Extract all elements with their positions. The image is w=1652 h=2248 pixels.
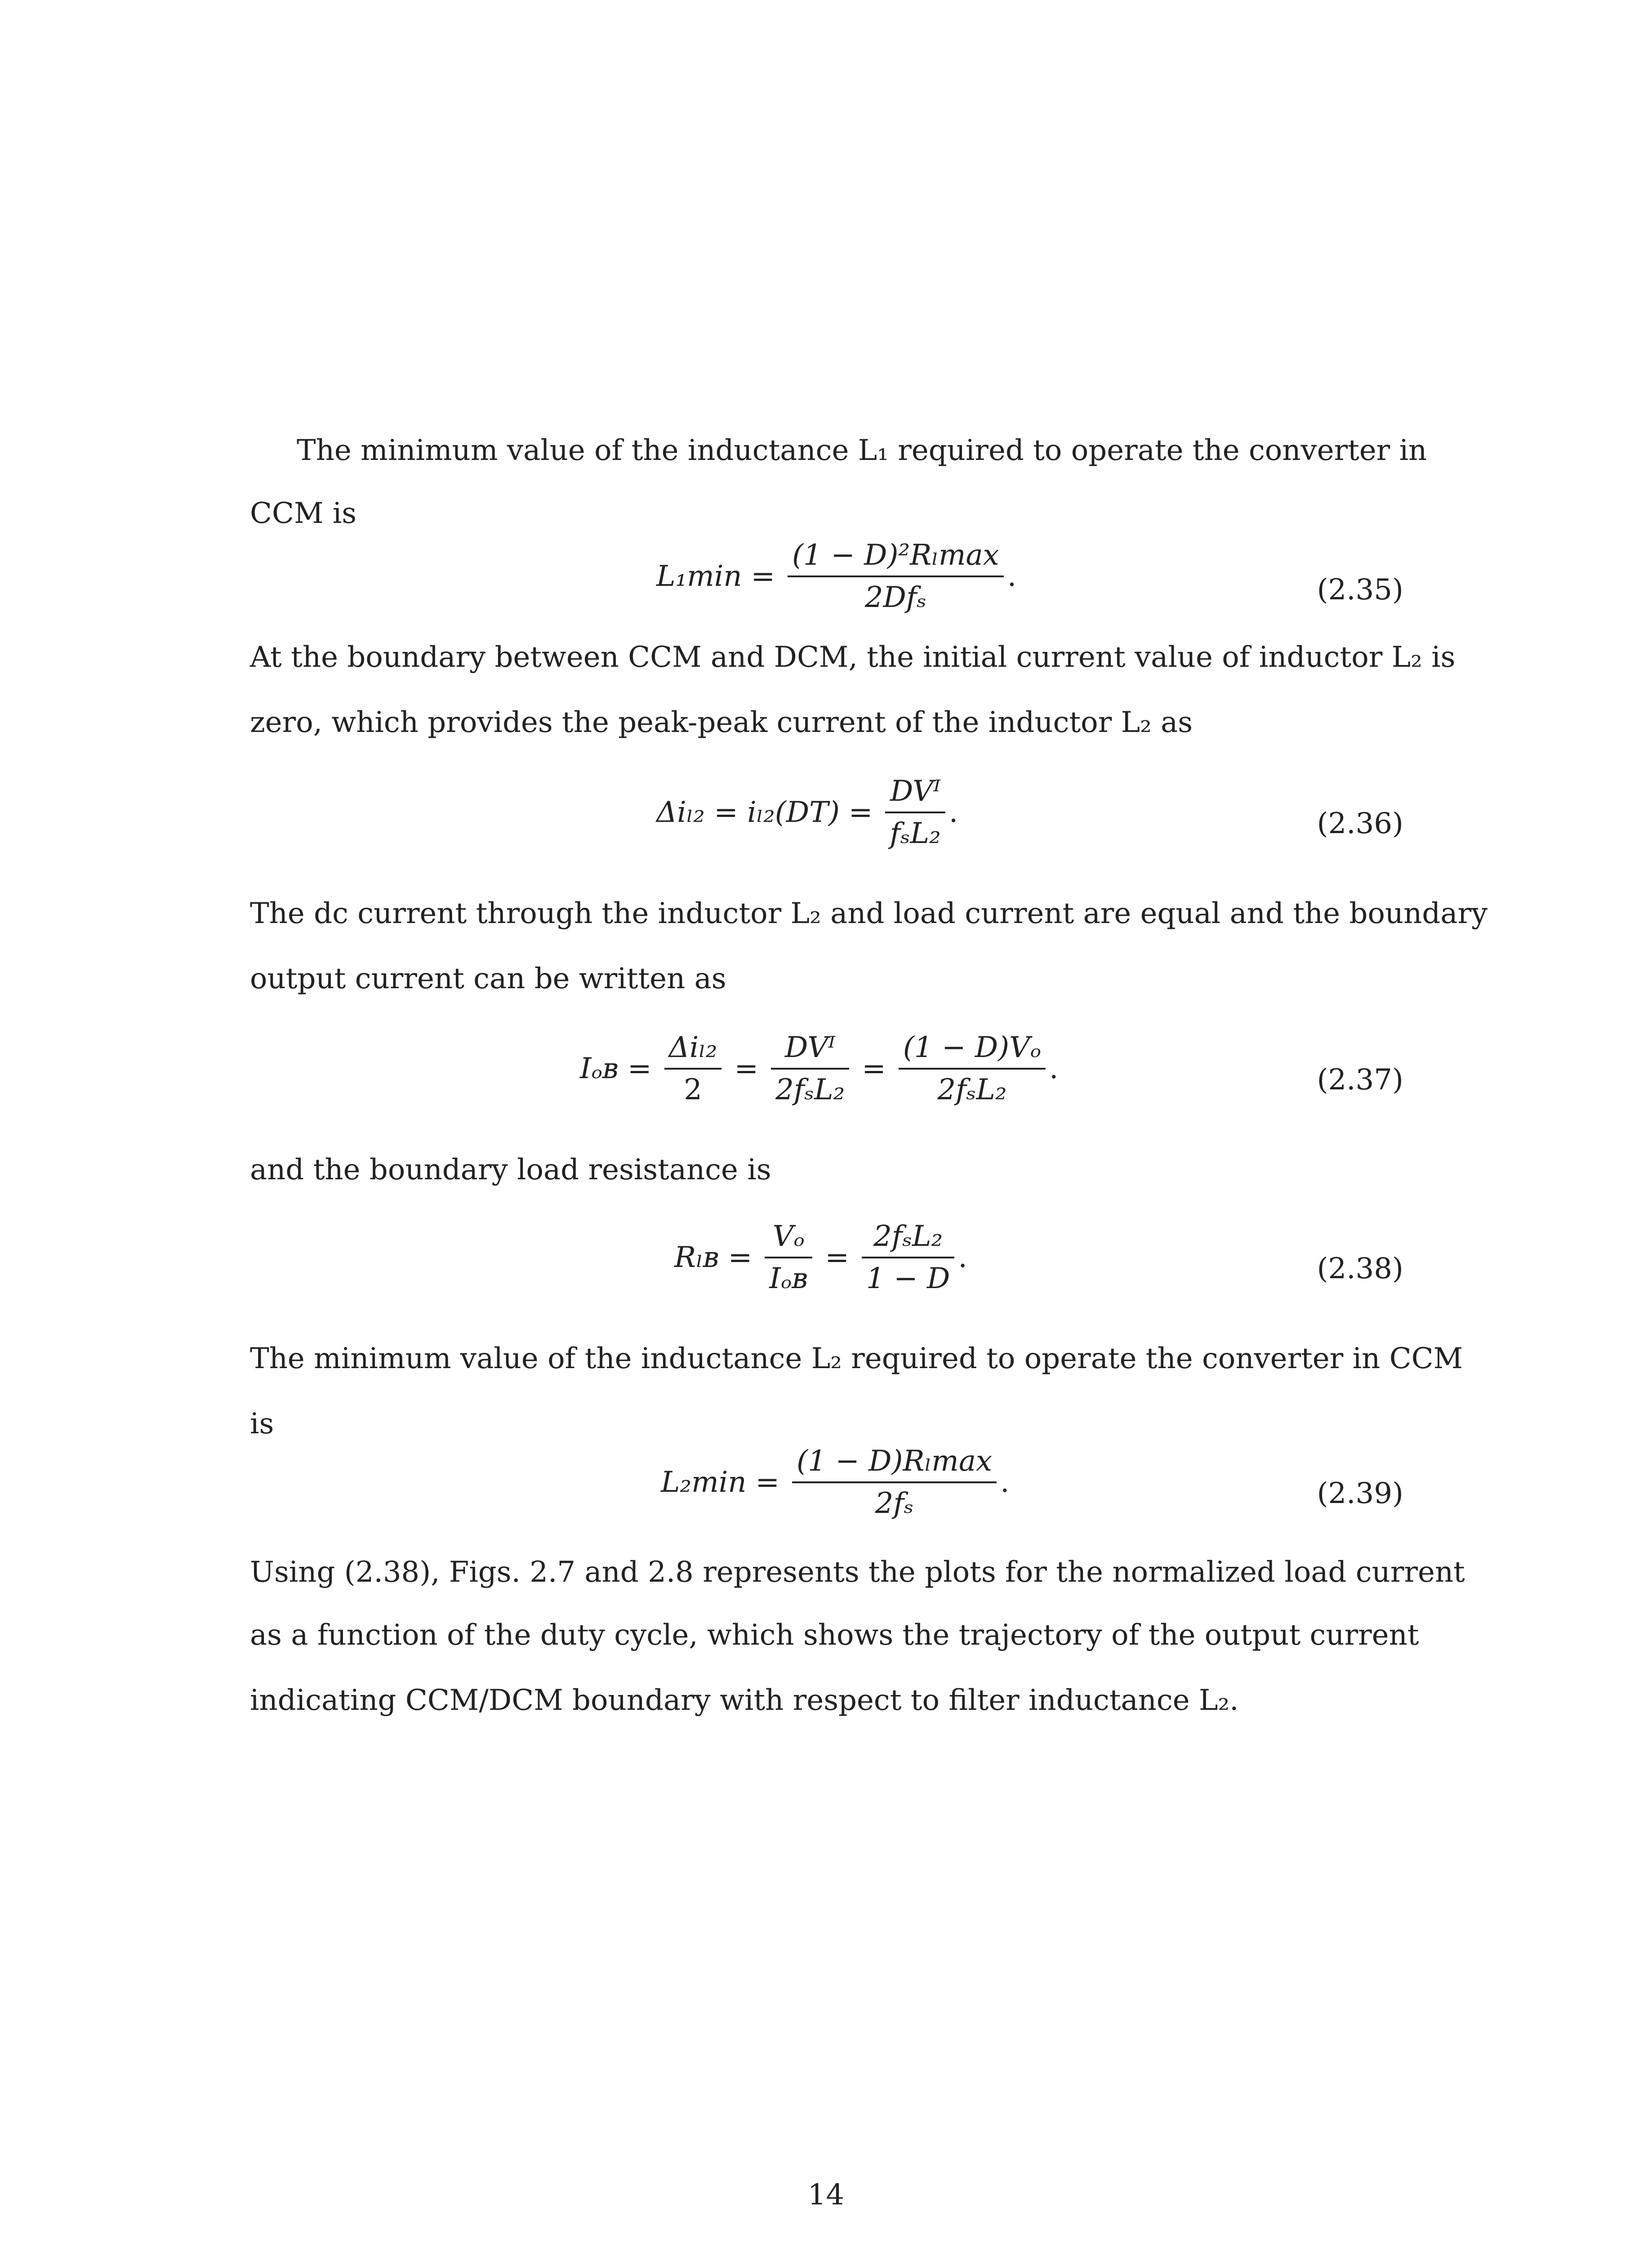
- eq37-frac3-numerator: (1 − D)Vₒ: [903, 1031, 1041, 1064]
- eq35-fraction: [788, 540, 1004, 614]
- eq38-fraction-2: [862, 1221, 954, 1295]
- eq36-numerator: DVᴵ: [890, 775, 941, 808]
- eq39-number: (2.39): [1317, 1477, 1403, 1510]
- eq36-denominator: fₛL₂: [890, 817, 941, 851]
- equation-2-38: Rₗʙ = $\frac{\text{Vₒ}}{\text{Iₒʙ}}$ = $\frac{\text{2fₛL₂}}{1 - D}$ . (2.38): [674, 1220, 1403, 1296]
- eq37-fraction-2: [771, 1032, 849, 1106]
- para1-line2: CCM is: [250, 497, 357, 530]
- eq35-denominator: 2Dfₛ: [864, 581, 927, 615]
- eq37-lhs: Iₒʙ: [580, 1052, 619, 1086]
- equation-2-37: Iₒʙ = $\frac{\text{Δiₗ₂}}{2}$ = $\frac{\text{DVᴵ}}{\text{2fₛL₂}}$ = $\frac{\text{(1 − D)Vₒ}}{\text{2fₛL₂}}$ . (2.37): [580, 1031, 1403, 1107]
- eq37-frac1-numerator: Δiₗ₂: [668, 1031, 717, 1064]
- eq38-frac2-denominator: 1 − D: [866, 1262, 950, 1296]
- para3-line1: The dc current through the inductor L₂ and load current are equal and the boundary: [250, 897, 1488, 930]
- eq39-numerator: (1 − D)Rₗmax: [797, 1445, 993, 1478]
- eq37-number: (2.37): [1317, 1063, 1403, 1097]
- para1-line1: The minimum value of the inductance L₁ required to operate the converter in: [297, 434, 1427, 467]
- eq35-number: (2.35): [1317, 573, 1403, 607]
- para2-line2: zero, which provides the peak-peak current of the inductor L₂ as: [250, 706, 1193, 739]
- eq38-frac1-denominator: Iₒʙ: [769, 1262, 808, 1296]
- para6-line2: as a function of the duty cycle, which shows the trajectory of the output current: [250, 1619, 1419, 1652]
- eq39-lhs: L₂min: [661, 1466, 747, 1499]
- eq36-lhs: Δiₗ₂ = iₗ₂(DT): [656, 796, 840, 830]
- eq36-fraction: [885, 776, 945, 850]
- page-number: 14: [807, 2178, 845, 2212]
- eq35-lhs: L₁min: [656, 560, 742, 593]
- eq37-frac2-numerator: DVᴵ: [785, 1031, 836, 1064]
- eq38-fraction-1: [765, 1221, 812, 1295]
- eq37-frac2-denominator: 2fₛL₂: [775, 1073, 845, 1107]
- para5-line1: The minimum value of the inductance L₂ required to operate the converter in CCM: [250, 1342, 1463, 1375]
- eq39-fraction: [792, 1445, 997, 1520]
- eq37-fraction-1: [664, 1032, 722, 1106]
- para5-line2: is: [250, 1407, 274, 1441]
- equation-2-35: L₁min = $\frac{\text{(1 − D)²Rₗmax}}{\text{2Dfₛ}}$ . (2.35): [656, 539, 1403, 615]
- equation-2-36: Δiₗ₂ = iₗ₂(DT) = $\frac{\text{DVᴵ}}{\text{fₛL₂}}$ . (2.36): [656, 775, 1403, 851]
- para3-line2: output current can be written as: [250, 962, 726, 995]
- eq38-lhs: Rₗʙ: [674, 1241, 719, 1275]
- equation-2-39: L₂min = $\frac{\text{(1 − D)Rₗmax}}{\text{2fₛ}}$ . (2.39): [661, 1445, 1403, 1521]
- eq37-frac3-denominator: 2fₛL₂: [937, 1073, 1007, 1107]
- eq39-denominator: 2fₛ: [875, 1487, 914, 1521]
- eq38-number: (2.38): [1317, 1252, 1403, 1285]
- para2-line1: At the boundary between CCM and DCM, the initial current value of inductor L₂ is: [250, 641, 1456, 674]
- para6-line3: indicating CCM/DCM boundary with respect to filter inductance L₂.: [250, 1684, 1239, 1717]
- eq37-frac1-denominator: 2: [684, 1073, 702, 1107]
- eq35-numerator: (1 − D)²Rₗmax: [792, 539, 999, 572]
- eq38-frac2-numerator: 2fₛL₂: [873, 1220, 943, 1253]
- eq36-number: (2.36): [1317, 807, 1403, 840]
- para4-line1: and the boundary load resistance is: [250, 1153, 771, 1186]
- eq38-frac1-numerator: Vₒ: [772, 1220, 805, 1253]
- para6-line1: Using (2.38), Figs. 2.7 and 2.8 represents the plots for the normalized load current: [250, 1556, 1465, 1589]
- eq37-fraction-3: [899, 1032, 1046, 1106]
